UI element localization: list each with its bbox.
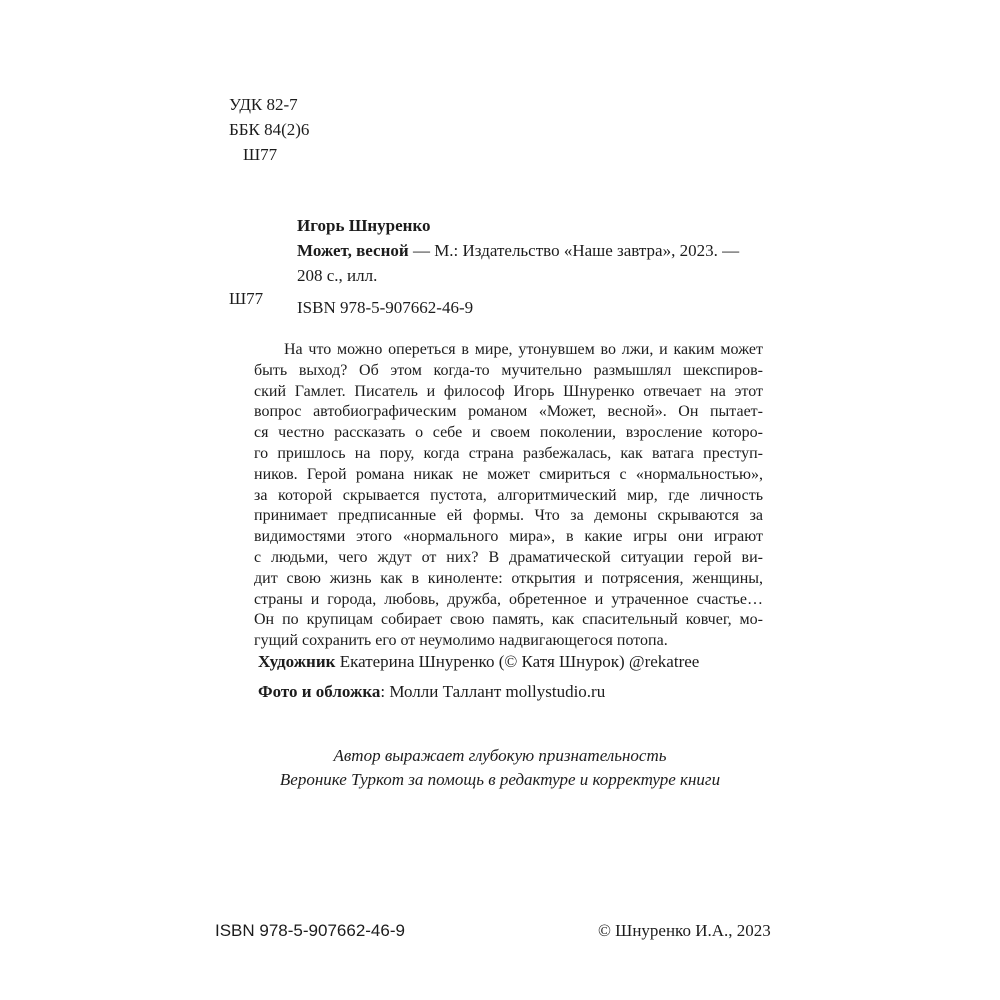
photo-label: Фото и обложка	[258, 682, 381, 701]
annotation-paragraph	[254, 340, 763, 652]
acknowledgement-line-1: Автор выражает глубокую признательность	[333, 746, 667, 765]
photo-name: : Молли Таллант mollystudio.ru	[380, 682, 606, 701]
bbk-code: ББК 84(2)6	[229, 120, 310, 139]
artist-name: Екатерина Шнуренко (© Катя Шнурок) @rekatree	[335, 652, 700, 671]
udk-code: УДК 82-7	[229, 95, 298, 114]
annotation-line: ников. Герой романа никак не может смириться с «нормальностью»,	[254, 465, 763, 483]
annotation-line: с людьми, чего ждут от них? В драматической ситуации герой ви-	[254, 548, 763, 566]
annotation-line: вопрос автобиографическим романом «Может, весной». Он пытает-	[254, 403, 763, 421]
annotation-line: дит свою жизнь как в киноленте: открытия и потрясения, женщины,	[254, 569, 763, 587]
annotation-line: видимостями этого «нормального мира», в какие игры они играют	[254, 528, 763, 546]
copyright-notice: © Шнуренко И.А., 2023	[598, 921, 771, 940]
publication-info: — М.: Издательство «Наше завтра», 2023. —	[408, 241, 740, 260]
artist-credit	[258, 651, 699, 673]
page-count: 208 с., илл.	[297, 266, 378, 285]
photo-credit	[258, 681, 605, 703]
bibliographic-title-line	[297, 240, 739, 262]
author-sign-code: Ш77	[243, 145, 278, 164]
book-title: Может, весной	[297, 241, 409, 260]
annotation-line: Он по крупицам собирает свою память, как спасительный ковчег, мо-	[254, 611, 763, 629]
annotation-line: гущий сохранить его от неумолимо надвигающегося потопа.	[254, 632, 668, 650]
annotation-line: го пришлось на пору, когда страна разбежалась, как ватага преступ-	[254, 444, 763, 462]
author-name: Игорь Шнуренко	[297, 216, 431, 235]
annotation-line: страны и города, любовь, дружба, обретенное и утраченное счастье…	[254, 590, 763, 608]
annotation-line: ский Гамлет. Писатель и философ Игорь Шнуренко отвечает на этот	[254, 382, 763, 400]
artist-label: Художник	[258, 652, 336, 671]
annotation-line: за которой скрывается пустота, алгоритмический мир, где личность	[254, 486, 763, 504]
acknowledgement-line-2: Веронике Туркот за помощь в редактуре и корректуре книги	[279, 770, 721, 789]
annotation-line: принимает предписанные ей формы. Что за демоны скрываются за	[254, 507, 763, 525]
annotation-line: быть выход? Об этом когда-то мучительно размышлял шекспиров-	[254, 361, 763, 379]
annotation-line: На что можно опереться в мире, утонувшем во лжи, и каким может	[284, 341, 763, 358]
footer-isbn: ISBN 978-5-907662-46-9	[215, 921, 405, 940]
author-sign-code-side: Ш77	[229, 289, 264, 308]
annotation-line: ся честно рассказать о себе и своем поколении, взросление которо-	[254, 424, 763, 442]
isbn-entry: ISBN 978-5-907662-46-9	[297, 298, 474, 317]
